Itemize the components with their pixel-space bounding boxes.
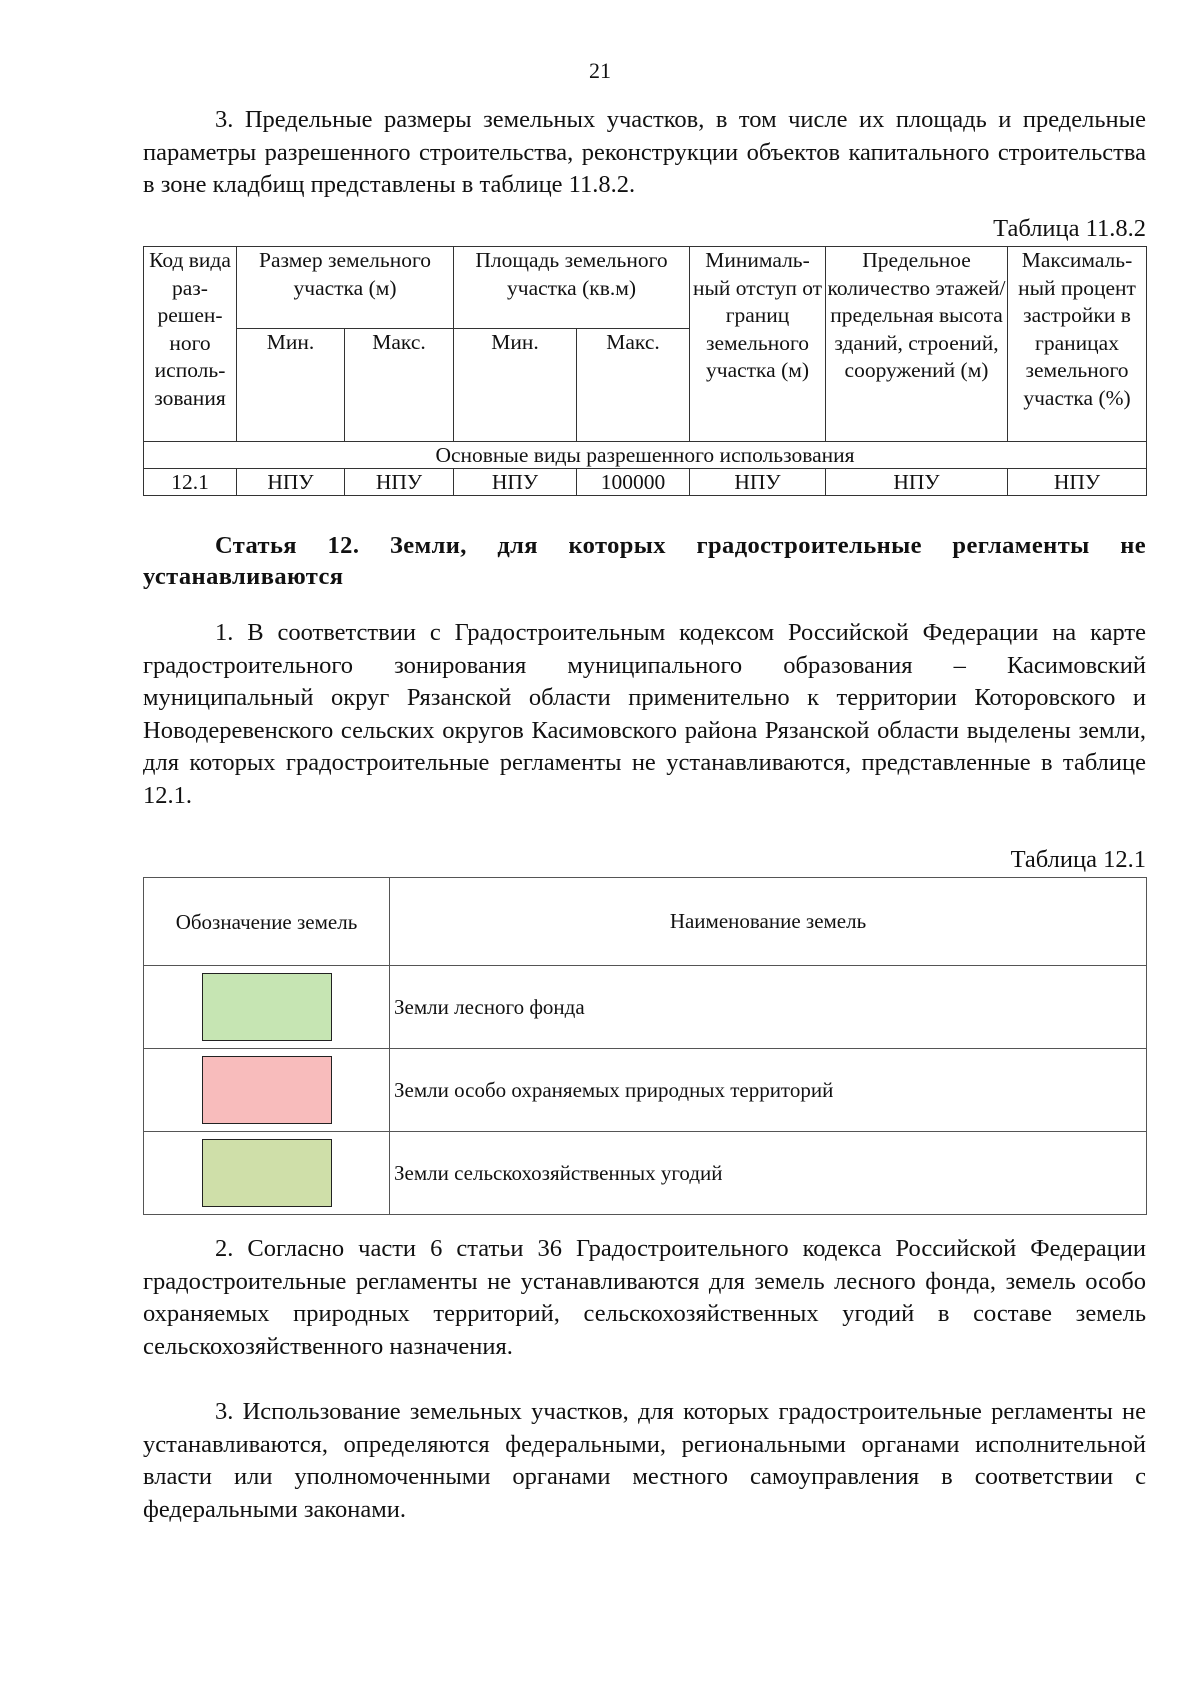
table-cell: НПУ	[454, 469, 577, 496]
article-12-heading: Статья 12. Земли, для которых градостроительные регламенты не устанавливаются	[143, 532, 1146, 590]
header-land-size: Размер земельного участка (м)	[237, 247, 454, 329]
table-row	[144, 1132, 1147, 1215]
header-land-symbol: Обозначение земель	[144, 878, 390, 966]
legend-cell	[144, 1049, 390, 1132]
header-area-max: Макс.	[577, 329, 690, 442]
paragraph-table-intro: 3. Предельные размеры земельных участков, в том числе их площадь и предельные параметры разрешенного строительства, реконструкции объектов капитального строительства в зоне кладбищ представлены в таблице 11.8.2.	[143, 106, 1146, 198]
table-cell: НПУ	[826, 469, 1008, 496]
legend-cell	[144, 966, 390, 1049]
table-row	[144, 966, 1147, 1049]
paragraph-article-12-1: 1. В соответствии с Градостроительным кодексом Российской Федерации на карте градостроительного зонирования муниципального образования – Касимовский муниципальный округ Рязанской области применительно к территории Которовского и Новодеревенского сельских округов Касимовского района Рязанской области выделены земли, для которых градостроительные регламенты не устанавливаются, представленные в таблице 12.1.	[143, 619, 1146, 809]
forest-lands-swatch	[202, 973, 332, 1041]
table-cell: 100000	[577, 469, 690, 496]
table-12-1-caption: Таблица 12.1	[1010, 846, 1146, 873]
land-name: Земли особо охраняемых природных территорий	[390, 1049, 1147, 1132]
table-cell: 12.1	[144, 469, 237, 496]
legend-cell	[144, 1132, 390, 1215]
table-cell: НПУ	[1008, 469, 1147, 496]
table-11-8-2-caption: Таблица 11.8.2	[993, 215, 1146, 242]
table-header-row	[144, 247, 1147, 329]
header-code: Код вида раз-решен-ного исполь-зования	[144, 247, 237, 442]
header-size-min: Мин.	[237, 329, 345, 442]
header-land-area: Площадь земельного участка (кв.м)	[454, 247, 690, 329]
header-area-min: Мин.	[454, 329, 577, 442]
header-min-indent: Минималь-ный отступ от границ земельного участка (м)	[690, 247, 826, 442]
paragraph-article-12-2: 2. Согласно части 6 статьи 36 Градостроительного кодекса Российской Федерации градостроительные регламенты не устанавливаются для земель лесного фонда, земель особо охраняемых природных территорий, сельскохозяйственных угодий в составе земель сельскохозяйственного назначения.	[143, 1235, 1146, 1360]
land-name: Земли лесного фонда	[390, 966, 1147, 1049]
table-row	[144, 1049, 1147, 1132]
paragraph-article-12-3: 3. Использование земельных участков, для которых градостроительные регламенты не устанавливаются, определяются федеральными, региональными органами исполнительной власти или уполномоченными органами местного самоуправления в соответствии с федеральными законами.	[143, 1398, 1146, 1523]
header-size-max: Макс.	[345, 329, 454, 442]
table-cell: НПУ	[690, 469, 826, 496]
table-12-1	[143, 877, 1147, 1215]
page-number: 21	[589, 58, 611, 83]
header-land-name: Наименование земель	[390, 878, 1147, 966]
table-cell: НПУ	[345, 469, 454, 496]
table-cell: НПУ	[237, 469, 345, 496]
land-name: Земли сельскохозяйственных угодий	[390, 1132, 1147, 1215]
agricultural-lands-swatch	[202, 1139, 332, 1207]
table-11-8-2	[143, 246, 1147, 496]
table-section-row	[144, 442, 1147, 469]
protected-areas-swatch	[202, 1056, 332, 1124]
table-row	[144, 469, 1147, 496]
table-header-row	[144, 878, 1147, 966]
header-max-percent: Максималь-ный процент застройки в границах земельного участка (%)	[1008, 247, 1147, 442]
section-label: Основные виды разрешенного использования	[144, 442, 1147, 469]
header-max-floors: Предельное количество этажей/ предельная высота зданий, строений, сооружений (м)	[826, 247, 1008, 442]
